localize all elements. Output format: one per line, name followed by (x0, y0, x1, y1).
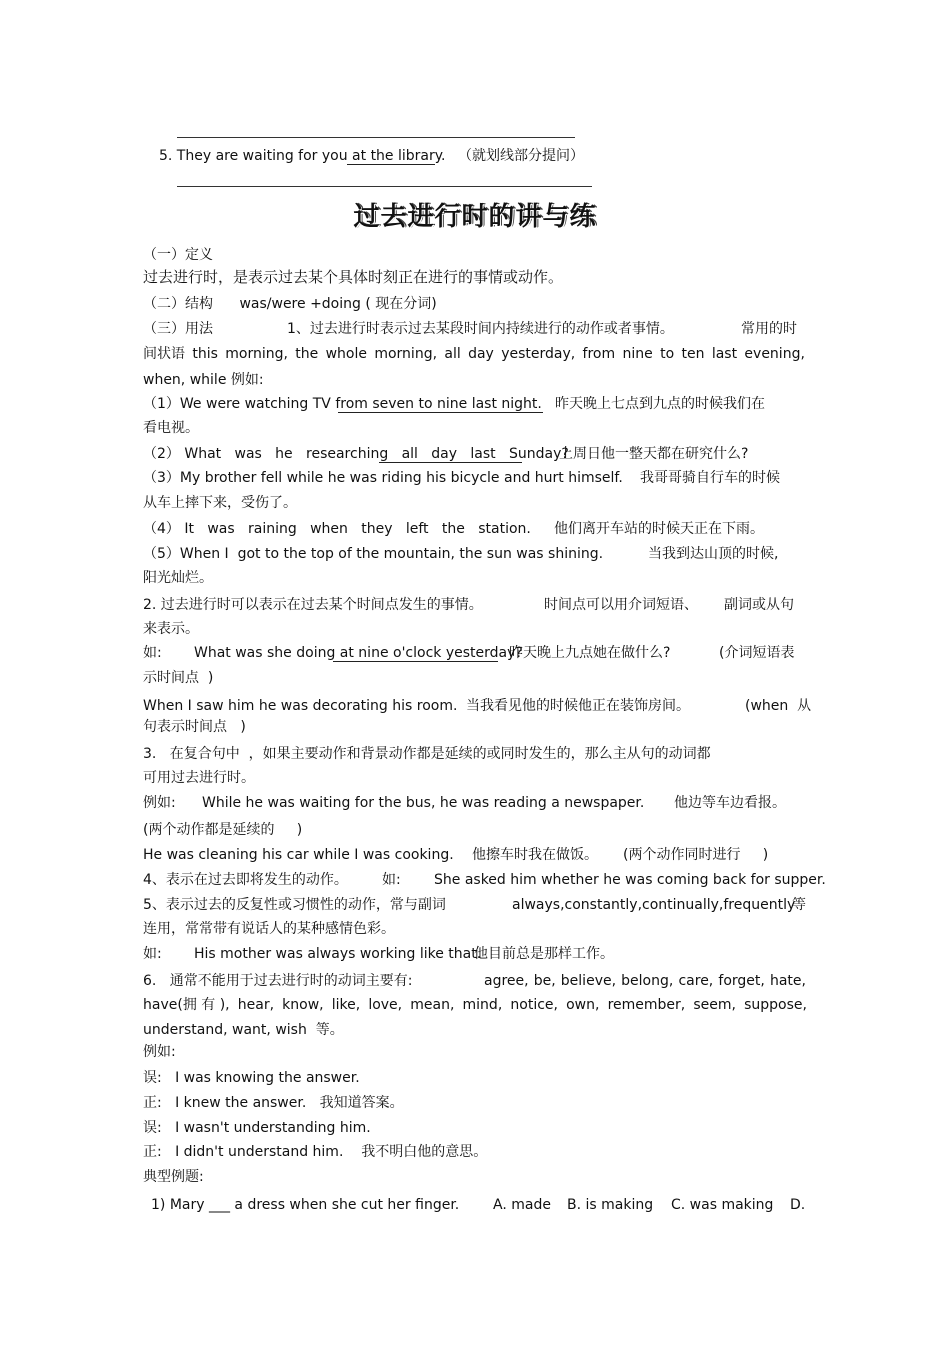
usage-1: 1、过去进行时表示过去某段时间内持续进行的动作或者事情。 (287, 321, 674, 337)
verb: believe, (560, 973, 617, 989)
usage-3-ex2-cn: 他擦车时我在做饭。 (472, 847, 598, 863)
usage-6: 6. 通常不能用于过去进行时的动词主要有: (143, 973, 413, 989)
verb: hear, (237, 997, 275, 1013)
verb: remember, (607, 997, 686, 1013)
verb: seem, (693, 997, 736, 1013)
example-4-en: （4） It was raining when they left the station. (143, 521, 531, 537)
word: all (444, 346, 461, 362)
verb: love, (368, 997, 403, 1013)
verb: know, (282, 997, 324, 1013)
verb: like, (331, 997, 361, 1013)
answer-line-5 (177, 186, 592, 187)
verb: hate, (769, 973, 806, 989)
example-5-cn2: 阳光灿烂。 (143, 570, 213, 586)
wrong-example-1: 误: I was knowing the answer. (143, 1070, 360, 1086)
usage-2-ex1-note: (介词短语表 (719, 645, 795, 661)
usage-3-ex1: While he was waiting for the bus, he was reading a newspaper. (202, 795, 645, 811)
usage-2-ex2-note: (when 从 (745, 698, 812, 714)
wrong-example-2: 误: I wasn't understanding him. (143, 1120, 371, 1136)
usage-2-ex1-prefix: 如: (143, 645, 162, 661)
word: 间状语 (143, 346, 185, 362)
verb: mean, (410, 997, 455, 1013)
structure-formula: was/were +doing ( 现在分词) (239, 296, 437, 312)
example-4-cn: 他们离开车站的时候天正在下雨。 (554, 521, 764, 537)
usage-1-line3: when, while 例如: (143, 372, 264, 388)
usage-6-verbs (484, 972, 806, 990)
usage-heading: （三）用法 (143, 321, 213, 337)
usage-4-ex: She asked him whether he was coming back for supper. (434, 872, 826, 888)
example-5-cn: 当我到达山顶的时候, (648, 546, 779, 562)
usage-6-ex-heading: 例如: (143, 1044, 176, 1060)
usage-2-mid: 时间点可以用介词短语、 (544, 597, 698, 613)
word: this (192, 346, 218, 362)
example-1-en: （1）We were watching TV from seven to nine last night. (143, 396, 542, 412)
usage-2-tail: 副词或从句 (724, 597, 794, 613)
verb: have(拥 有 ), (143, 997, 230, 1013)
underline-library (347, 164, 435, 165)
examples-heading: 典型例题: (143, 1169, 204, 1185)
usage-6-verbs-line2 (143, 996, 807, 1014)
verb: belong, (621, 973, 674, 989)
usage-2-ex1-note2: 示时间点 ) (143, 670, 214, 686)
verb: forget, (718, 973, 765, 989)
underline-nine-oclock (333, 661, 498, 662)
verb: suppose, (744, 997, 807, 1013)
right-example-2: 正: I didn't understand him. 我不明白他的意思。 (143, 1144, 488, 1160)
word: nine (622, 346, 653, 362)
usage-2: 2. 过去进行时可以表示在过去某个时间点发生的事情。 (143, 597, 483, 613)
usage-1-adverbials (143, 345, 805, 363)
verb: care, (678, 973, 714, 989)
usage-5-ex-prefix: 如: (143, 946, 162, 962)
word: the (295, 346, 319, 362)
usage-3: 3. 在复合句中 ，如果主要动作和背景动作都是延续的或同时发生的，那么主从句的动词都 (143, 746, 711, 762)
underline-time (338, 412, 543, 413)
example-1-cn: 昨天晚上七点到九点的时候我们在 (555, 396, 765, 412)
word: from (582, 346, 616, 362)
usage-2-ex1-cn: 昨天晚上九点她在做什么? (509, 645, 671, 661)
verb: be, (533, 973, 556, 989)
usage-5-adverbs: always,constantly,continually,frequently (512, 897, 796, 913)
usage-2-ex2: When I saw him he was decorating his room. (143, 698, 458, 714)
underline-all-day (379, 462, 522, 463)
word: ten (681, 346, 705, 362)
word: day (468, 346, 494, 362)
structure-row (143, 295, 437, 313)
example-5-en: （5）When I got to the top of the mountain, the sun was shining. (143, 546, 604, 562)
verb: own, (566, 997, 600, 1013)
usage-3-ex1-note: (两个动作都是延续的 ) (143, 822, 303, 838)
usage-3-ex2: He was cleaning his car while I was cooking. (143, 847, 454, 863)
word: yesterday, (501, 346, 576, 362)
word: morning, (374, 346, 438, 362)
usage-3-ex1-prefix: 例如: (143, 795, 176, 811)
option-a: A. made (493, 1197, 551, 1213)
word: whole (325, 346, 367, 362)
question-5-text: 5. They are waiting for you at the library. (159, 148, 446, 164)
usage-1-tail: 常用的时 (741, 321, 797, 337)
option-c: C. was making (671, 1197, 774, 1213)
example-question-1: 1) Mary ___ a dress when she cut her finger. (151, 1197, 460, 1213)
example-3-cn: 我哥哥骑自行车的时候 (640, 470, 780, 486)
right-example-1: 正: I knew the answer. 我知道答案。 (143, 1095, 404, 1111)
usage-2-line2: 来表示。 (143, 621, 199, 637)
verb: agree, (484, 973, 529, 989)
structure-heading: （二）结构 (143, 296, 213, 312)
question-5 (159, 147, 584, 165)
usage-3-ex2-note: (两个动作同时进行 ) (623, 847, 769, 863)
usage-3-ex1-cn: 他边等车边看报。 (674, 795, 786, 811)
example-1-cn2: 看电视。 (143, 420, 199, 436)
example-2-cn: 上周日他一整天都在研究什么? (559, 446, 749, 462)
usage-2-ex1: What was she doing at nine o'clock yesterday? (194, 645, 523, 661)
usage-5-line2: 连用，常常带有说话人的某种感情色彩。 (143, 921, 395, 937)
example-3-en: （3）My brother fell while he was riding his bicycle and hurt himself. (143, 470, 623, 486)
usage-5: 5、表示过去的反复性或习惯性的动作，常与副词 (143, 897, 446, 913)
verb: mind, (462, 997, 503, 1013)
usage-4: 4、表示在过去即将发生的动作。 (143, 872, 348, 888)
example-3-cn2: 从车上摔下来，受伤了。 (143, 495, 297, 511)
option-d: D. (790, 1197, 806, 1213)
usage-5-tail: 等 (792, 897, 806, 913)
word: morning, (225, 346, 288, 362)
usage-6-line3: understand, want, wish 等。 (143, 1022, 344, 1038)
usage-2-ex2-cn: 当我看见他的时候他正在装饰房间。 (466, 698, 690, 714)
usage-5-ex: His mother was always working like that. (194, 946, 482, 962)
definition-text: 过去进行时，是表示过去某个具体时刻正在进行的事情或动作。 (143, 268, 564, 286)
usage-3-line2: 可用过去进行时。 (143, 770, 255, 786)
question-5-note: （就划线部分提问） (457, 148, 584, 164)
page-title: 过去进行时的讲与练 (353, 202, 597, 232)
usage-4-prefix: 如: (382, 872, 401, 888)
usage-2-ex2-note2: 句表示时间点 ) (143, 719, 246, 735)
word: last (711, 346, 738, 362)
word: to (660, 346, 675, 362)
word: evening, (744, 346, 805, 362)
example-2-en: （2） What was he researching all day last Sunday? (143, 446, 569, 462)
answer-line-4 (177, 137, 575, 138)
usage-5-ex-cn: 他目前总是那样工作。 (474, 946, 614, 962)
option-b: B. is making (567, 1197, 654, 1213)
definition-heading: （一）定义 (143, 247, 213, 263)
verb: notice, (510, 997, 558, 1013)
